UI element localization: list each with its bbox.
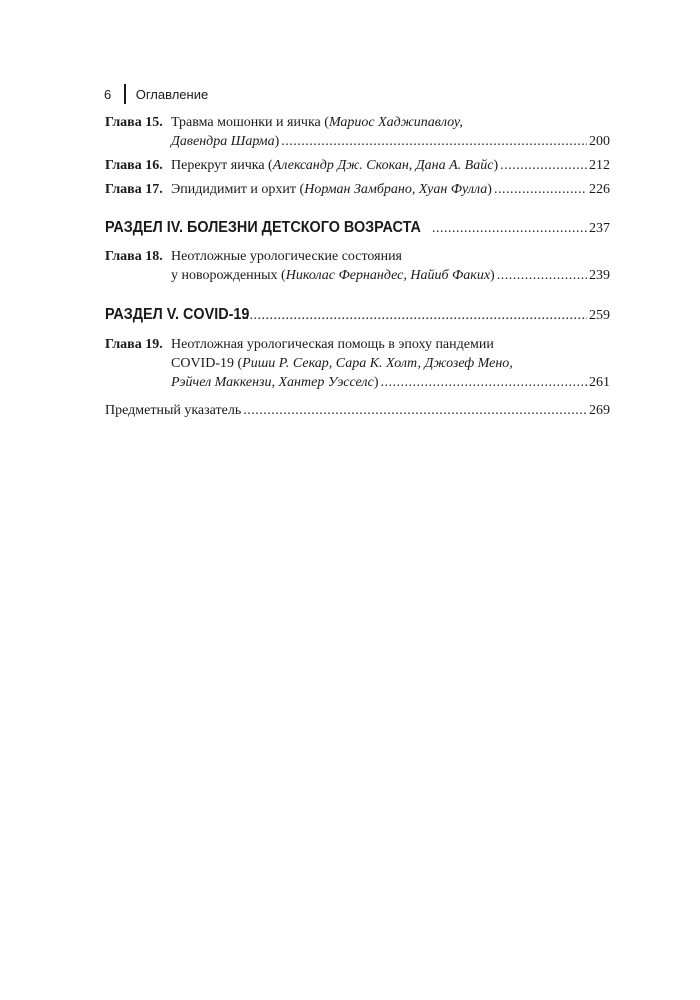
leader-dots [281,132,587,151]
chapter-authors: Риши Р. Секар, Сара К. Холт, Джозеф Мено, [242,356,513,371]
chapter-authors: Давендра Шарма [171,134,275,149]
page-ref: 239 [589,268,610,283]
page-ref: 200 [589,134,610,149]
chapter-label: Глава 19. [105,337,163,352]
chapter-title: Неотложные урологические состояния [171,249,402,264]
section-title: РАЗДЕЛ V. COVID-19 [105,306,250,323]
leader-dots [243,401,587,420]
toc-section-4[interactable] [105,217,610,240]
chapter-authors: Александр Дж. Скокан, Дана А. Вайс [272,158,494,173]
page-ref: 259 [589,308,610,323]
chapter-label: Глава 17. [105,182,163,197]
chapter-authors: Николас Фернандес, Найиб Факих [285,268,491,283]
header-title: Оглавление [135,86,209,102]
running-header [104,84,208,104]
page-ref: 226 [589,182,610,197]
leader-dots [500,156,587,175]
page-ref: 212 [589,158,610,173]
chapter-title: Травма мошонки и яичка ( [171,115,329,130]
leader-dots [497,266,587,285]
toc-entry-ch17[interactable]: Глава 17. Эпидидимит и орхит (Норман Замбрано, Хуан Фулла) ..... 226 [105,180,610,199]
chapter-authors: Мариос Хаджипавлоу, [328,115,463,130]
toc-entry-ch16[interactable]: Глава 16. Перекрут яичка (Александр Дж. Скокан, Дана А. Вайс) ..... 212 [105,156,610,175]
chapter-label: Глава 18. [105,249,163,264]
leader-dots [241,305,587,327]
page-ref: 261 [589,375,610,390]
toc-section-5[interactable] [105,304,610,327]
page-ref: 237 [589,221,610,236]
toc-entry-ch15[interactable]: Глава 15. Травма мошонки и яичка (Мариос Хаджипавлоу, Давендра Шарма) ..... 200 [105,113,610,151]
chapter-authors: Норман Замбрано, Хуан Фулла [304,182,488,197]
header-divider [124,84,126,104]
chapter-title: Эпидидимит и орхит ( [171,182,305,197]
chapter-authors: Рэйчел Маккензи, Хантер Уэсселс [171,375,374,390]
toc-entry-index[interactable] [105,401,610,420]
toc-entry-ch18[interactable]: Глава 18. Неотложные урологические состояния у новорожденных (Николас Фернандес, Найиб Факих) ..... 239 [105,247,610,285]
leader-dots [432,218,587,240]
chapter-title: Перекрут яичка ( [171,158,273,173]
page-ref: 269 [589,403,610,418]
chapter-label: Глава 16. [105,158,163,173]
page-number: 6 [104,86,112,102]
index-title: Предметный указатель [105,403,242,418]
leader-dots [494,180,587,199]
section-title: РАЗДЕЛ IV. БОЛЕЗНИ ДЕТСКОГО ВОЗРАСТА [105,219,421,236]
chapter-title: Неотложная урологическая помощь в эпоху пандемии [171,337,494,352]
table-of-contents [105,113,610,420]
chapter-label: Глава 15. [105,115,163,130]
toc-entry-ch19[interactable]: Глава 19. Неотложная урологическая помощь в эпоху пандемии COVID-19 (Риши Р. Секар, Сара К. Холт, Джозеф Мено, Рэйчел Маккензи, Хантер Уэсселс) ..... 261 [105,335,610,392]
leader-dots [381,373,587,392]
